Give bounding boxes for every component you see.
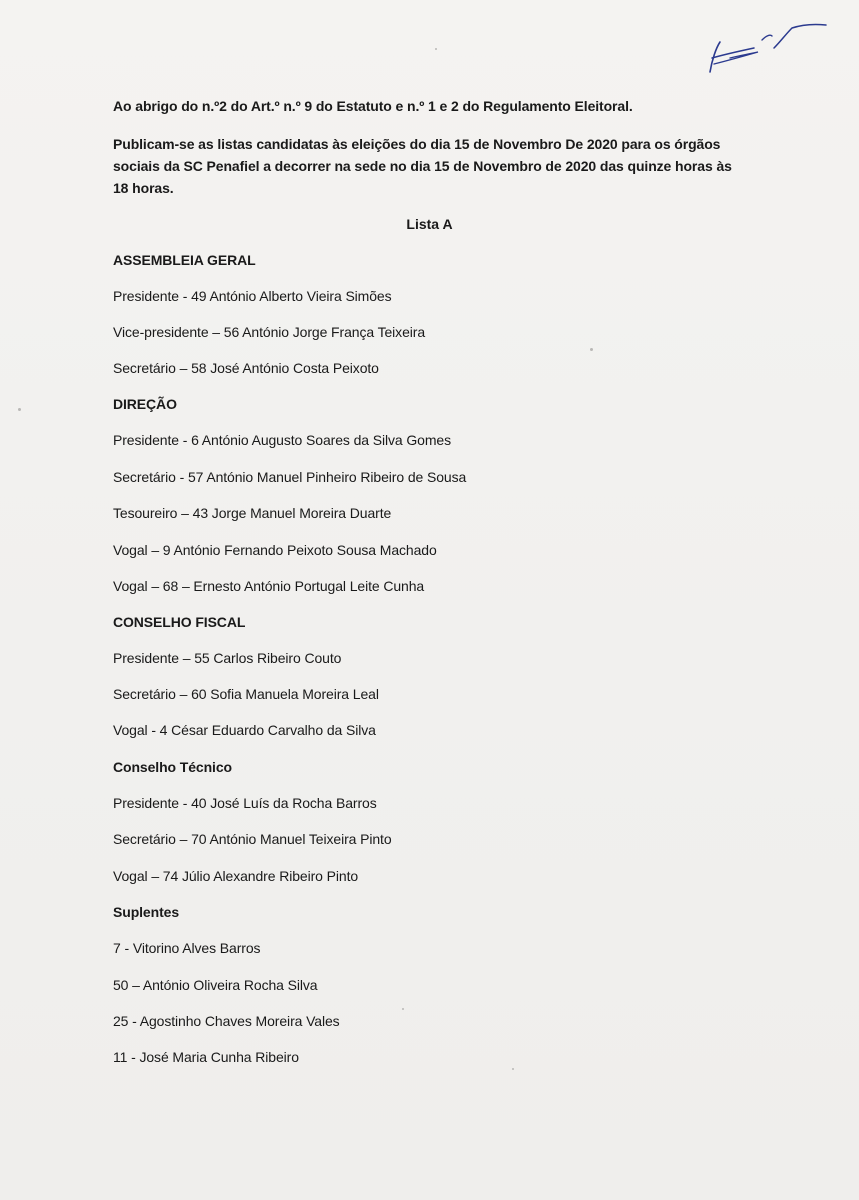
member-line: 25 - Agostinho Chaves Moreira Vales xyxy=(113,1013,340,1029)
member-line: Presidente - 6 António Augusto Soares da Silva Gomes xyxy=(113,432,452,448)
section-heading-conselho-fiscal: CONSELHO FISCAL xyxy=(113,614,246,630)
member-line: Presidente – 55 Carlos Ribeiro Couto xyxy=(113,650,342,666)
scan-speck xyxy=(18,408,21,411)
member-line: Presidente - 40 José Luís da Rocha Barros xyxy=(113,795,377,811)
intro-paragraph-line-2: sociais da SC Penafiel a decorrer na sede no dia 15 de Novembro de 2020 das quinze horas às xyxy=(113,158,732,174)
scan-speck xyxy=(590,348,593,351)
member-line: 7 - Vitorino Alves Barros xyxy=(113,940,261,956)
scan-speck xyxy=(402,1008,404,1010)
section-heading-suplentes: Suplentes xyxy=(113,904,180,920)
member-line: Vogal – 9 António Fernando Peixoto Sousa Machado xyxy=(113,542,437,558)
section-heading-assembleia-geral: ASSEMBLEIA GERAL xyxy=(113,252,256,268)
section-heading-direcao: DIREÇÃO xyxy=(113,396,177,412)
list-title: Lista A xyxy=(406,216,453,232)
member-line: Vogal – 74 Júlio Alexandre Ribeiro Pinto xyxy=(113,868,359,884)
scan-speck xyxy=(435,48,437,50)
member-line: Vogal - 4 César Eduardo Carvalho da Silva xyxy=(113,722,376,738)
member-line: Presidente - 49 António Alberto Vieira Simões xyxy=(113,288,392,304)
handwritten-signature xyxy=(700,14,830,80)
member-line: Secretário - 57 António Manuel Pinheiro Ribeiro de Sousa xyxy=(113,469,467,485)
member-line: Secretário – 60 Sofia Manuela Moreira Leal xyxy=(113,686,379,702)
member-line: 11 - José Maria Cunha Ribeiro xyxy=(113,1049,299,1065)
member-line: Secretário – 70 António Manuel Teixeira Pinto xyxy=(113,831,392,847)
section-heading-conselho-tecnico: Conselho Técnico xyxy=(113,759,232,775)
intro-paragraph-line-1: Publicam-se as listas candidatas às eleições do dia 15 de Novembro De 2020 para os órgãos xyxy=(113,136,721,152)
member-line: Vice-presidente – 56 António Jorge França Teixeira xyxy=(113,324,426,340)
intro-reference-line: Ao abrigo do n.º2 do Art.º n.º 9 do Estatuto e n.º 1 e 2 do Regulamento Eleitoral. xyxy=(113,98,633,114)
member-line: Vogal – 68 – Ernesto António Portugal Leite Cunha xyxy=(113,578,425,594)
member-line: Secretário – 58 José António Costa Peixoto xyxy=(113,360,379,376)
member-line: 50 – António Oliveira Rocha Silva xyxy=(113,977,318,993)
member-line: Tesoureiro – 43 Jorge Manuel Moreira Duarte xyxy=(113,505,392,521)
intro-paragraph-line-3: 18 horas. xyxy=(113,180,174,196)
scan-speck xyxy=(512,1068,514,1070)
